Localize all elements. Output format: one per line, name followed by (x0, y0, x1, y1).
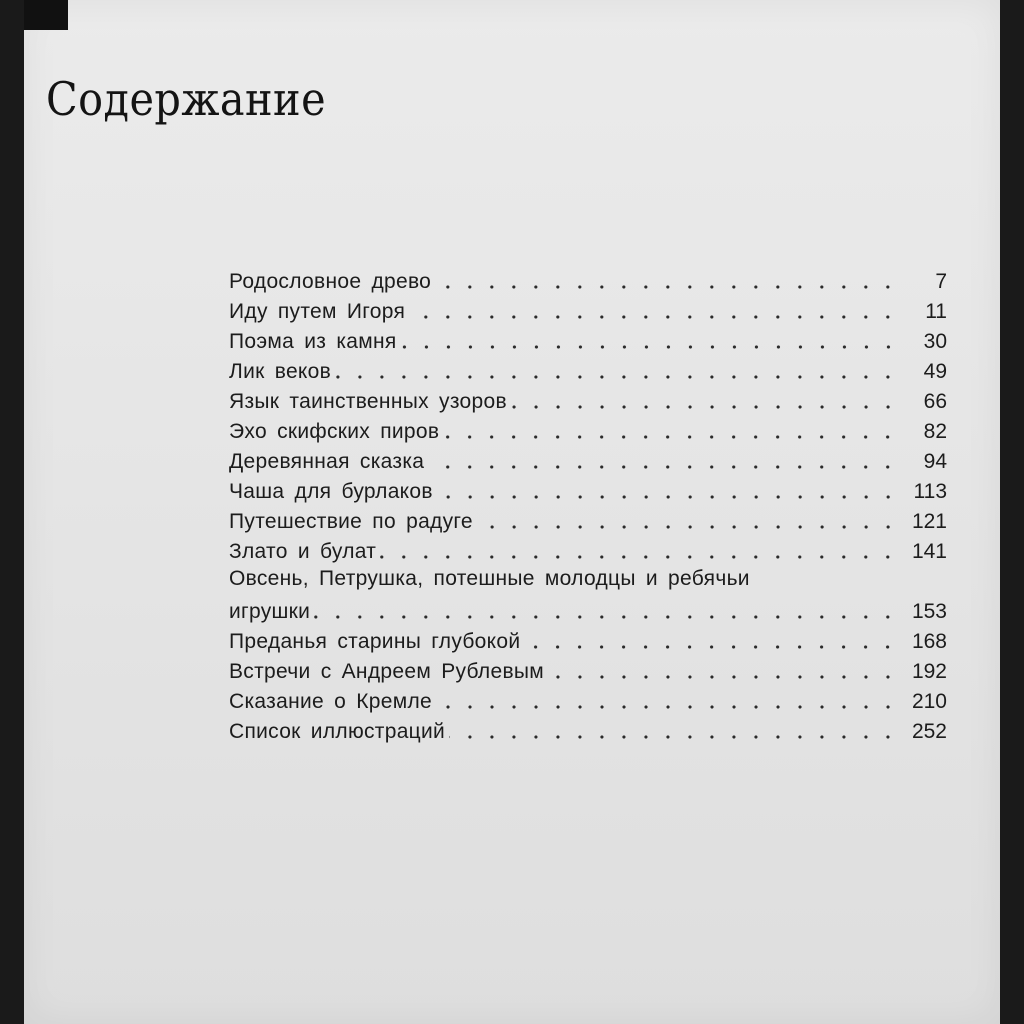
toc-leader-dots (511, 384, 905, 414)
toc-entry-title: Список иллюстраций (229, 720, 446, 743)
toc-entry-page: 141 (911, 540, 947, 563)
toc-leader-dots (435, 264, 905, 294)
toc-entry-page: 7 (935, 270, 947, 293)
toc-leader-dots (477, 504, 905, 534)
toc-leader-dots (314, 594, 905, 624)
toc-entry-title: Деревянная сказка (229, 450, 425, 473)
toc-leader-dots (428, 444, 905, 474)
toc-leader-dots (380, 534, 905, 564)
toc-entry-page: 192 (911, 660, 947, 683)
toc-entry-page: 113 (913, 480, 947, 503)
toc-entry-title: Злато и булат (229, 540, 377, 563)
toc-entry-title: Эхо скифских пиров (229, 420, 440, 443)
toc-entry-page: 168 (911, 630, 947, 653)
corner-shadow (24, 0, 68, 30)
toc-entry (229, 624, 947, 654)
toc-entry-title: Родословное древо (229, 270, 432, 293)
toc-leader-dots (548, 654, 905, 684)
toc-entry-page: 94 (923, 450, 947, 473)
toc-entry-title: Иду путем Игоря (229, 300, 406, 323)
toc-entry (229, 264, 947, 294)
toc-leader-dots (401, 324, 905, 354)
toc-entry-title-line2: игрушки (229, 600, 311, 623)
toc-leader-dots (335, 354, 905, 384)
toc-entry-title: Поэма из камня (229, 330, 397, 353)
toc-entry-page: 66 (923, 390, 947, 413)
toc-entry (229, 444, 947, 474)
toc-entry (229, 684, 947, 714)
page-title: Содержание (46, 72, 327, 126)
toc-entry-title: Лик веков (229, 360, 332, 383)
toc-entry-page: 82 (923, 420, 947, 443)
table-of-contents (229, 264, 947, 744)
toc-entry (229, 714, 947, 744)
toc-entry-title: Встречи с Андреем Рублевым (229, 660, 545, 683)
toc-entry-title: Преданья старины глубокой (229, 630, 521, 653)
toc-leader-dots (443, 414, 905, 444)
toc-entry-page: 11 (925, 300, 947, 323)
toc-entry (229, 324, 947, 354)
toc-entry (229, 534, 947, 564)
toc-entry-page: 121 (911, 510, 947, 533)
toc-leader-dots (449, 714, 905, 744)
toc-entry-title-line1: Овсень, Петрушка, потешные молодцы и ребячьи (229, 567, 750, 590)
toc-entry (229, 384, 947, 414)
toc-entry (229, 354, 947, 384)
toc-entry (229, 654, 947, 684)
toc-entry-page: 210 (911, 690, 947, 713)
toc-entry-title: Сказание о Кремле (229, 690, 432, 713)
toc-entry (229, 504, 947, 534)
toc-entry (229, 294, 947, 324)
toc-entry-title: Язык таинственных узоров (229, 390, 507, 413)
toc-entry-title: Путешествие по радуге (229, 510, 473, 533)
book-page (24, 0, 1000, 1024)
toc-leader-dots (524, 624, 905, 654)
toc-leader-dots (409, 294, 905, 324)
toc-entry-page: 30 (923, 330, 947, 353)
toc-leader-dots (437, 474, 905, 504)
toc-leader-dots (436, 684, 905, 714)
toc-entry-title: Чаша для бурлаков (229, 480, 433, 503)
toc-entry-page: 252 (911, 720, 947, 743)
toc-entry-multiline (229, 564, 947, 624)
toc-entry-page: 153 (911, 600, 947, 623)
toc-entry (229, 414, 947, 444)
toc-entry (229, 474, 947, 504)
toc-entry-page: 49 (923, 360, 947, 383)
